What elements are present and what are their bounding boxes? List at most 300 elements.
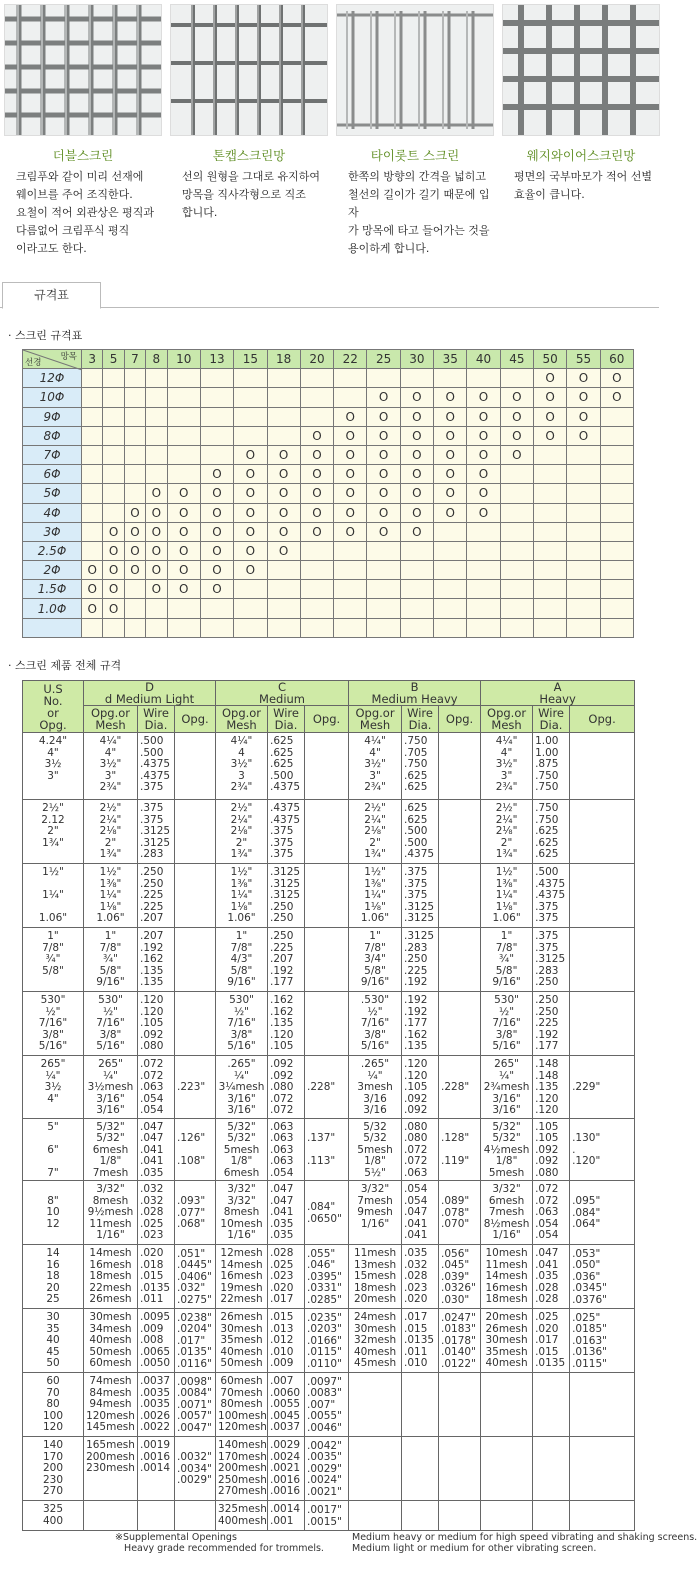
spec-cell — [600, 484, 633, 503]
spec-cell — [200, 599, 233, 618]
spec-cell: O — [400, 445, 433, 464]
spec-cell — [267, 369, 300, 388]
spec-cell: O — [367, 407, 400, 426]
us-no-cell: 5" 6" 7" — [23, 1118, 84, 1181]
spec-cell — [300, 618, 333, 637]
table-row — [23, 541, 634, 560]
us-no-cell: 530" ½" 7/16" 3/8" 5/16" — [23, 992, 84, 1056]
spec-cell — [103, 426, 124, 445]
us-no-cell: 1½" 1¼" 1.06" — [23, 864, 84, 928]
mesh-header: 45 — [500, 350, 533, 369]
spec-value-cell: 74mesh 84mesh 94mesh 120mesh 145mesh — [84, 1373, 138, 1437]
spec-cell: O — [534, 369, 567, 388]
spec-cell: O — [367, 426, 400, 445]
spec-cell: O — [567, 369, 600, 388]
spec-value-cell: 4¼" 4" 3½" 3" 2¾" — [349, 733, 402, 800]
spec-cell — [103, 369, 124, 388]
spec-cell — [200, 388, 233, 407]
spec-value-cell: .375 .375 .3125 .283 .250 — [533, 928, 570, 992]
mesh-header: 35 — [434, 350, 467, 369]
spec-cell: O — [367, 484, 400, 503]
us-no-cell: 325 400 — [23, 1501, 84, 1531]
table-row — [23, 1373, 635, 1437]
spec-cell: O — [534, 426, 567, 445]
spec-value-cell: .137" .113" — [305, 1118, 349, 1181]
spec-value-cell: 3/32" 8mesh 9½mesh 11mesh 1/16" — [84, 1181, 138, 1245]
spec-cell — [600, 599, 633, 618]
spec-cell — [400, 541, 433, 560]
mesh-header: 18 — [267, 350, 300, 369]
spec-value-cell: 1½" 1⅜" 1¼" 1⅛" 1.06" — [84, 864, 138, 928]
spec-cell — [200, 426, 233, 445]
spec-cell — [146, 599, 167, 618]
mesh-header: 40 — [467, 350, 500, 369]
spec-cell: O — [467, 407, 500, 426]
product-desc: 선의 원형을 그대로 유지하여 망목을 직사각형으로 직조 합니다. — [182, 170, 321, 219]
tab-spec[interactable]: 규격표 — [2, 282, 101, 309]
sub-header: Wire Dia. — [402, 706, 439, 733]
wire-dia-label: 10Φ — [23, 388, 82, 407]
spec-cell: O — [234, 522, 267, 541]
spec-cell — [267, 580, 300, 599]
spec-cell — [103, 407, 124, 426]
table-row — [23, 1056, 635, 1119]
spec-cell — [124, 445, 145, 464]
spec-cell — [367, 369, 400, 388]
spec-cell: O — [200, 580, 233, 599]
spec-cell — [500, 561, 533, 580]
spec-cell — [146, 465, 167, 484]
spec-cell — [334, 618, 367, 637]
spec-cell — [467, 618, 500, 637]
spec-cell: O — [567, 407, 600, 426]
spec-cell — [600, 561, 633, 580]
spec-cell: O — [146, 561, 167, 580]
spec-cell — [103, 465, 124, 484]
spec-value-cell — [138, 1501, 175, 1531]
spec-value-cell: .053" .050" .036" .0345" .0376" — [570, 1245, 635, 1309]
spec-value-cell: 530" ½" 7/16" 3/8" 5/16" — [481, 992, 533, 1056]
spec-value-cell: .375 .375 .375 .3125 .3125 — [402, 864, 439, 928]
wire-dia-label: 4Φ — [23, 503, 82, 522]
table-row — [23, 580, 634, 599]
spec-cell — [467, 369, 500, 388]
mesh-image — [337, 5, 493, 135]
spec-value-cell: .0029 .0024 .0021 .0016 .0016 — [268, 1437, 305, 1501]
spec-cell — [500, 580, 533, 599]
spec-cell — [82, 445, 103, 464]
spec-value-cell: 5/32" 5/32" 4½mesh 1/8" 5mesh — [481, 1118, 533, 1181]
spec-cell — [567, 465, 600, 484]
product-tonecap-screen — [170, 4, 328, 222]
spec-value-cell — [439, 1501, 481, 1531]
spec-value-cell: .192 .192 .177 .162 .135 — [402, 992, 439, 1056]
spec-cell: O — [103, 599, 124, 618]
spec-value-cell — [175, 733, 216, 800]
wire-dia-label: 12Φ — [23, 369, 82, 388]
spec-value-cell — [175, 800, 216, 864]
spec-cell: O — [367, 388, 400, 407]
spec-value-cell: .265" ¼" 3¼mesh 3/16" 3/16" — [216, 1056, 268, 1119]
spec-value-cell — [349, 1373, 402, 1437]
spec-cell — [103, 484, 124, 503]
spec-value-cell: .375 .375 .3125 .3125 .283 — [138, 800, 175, 864]
spec-cell — [567, 618, 600, 637]
spec-cell — [467, 599, 500, 618]
spec-cell — [500, 465, 533, 484]
spec-cell — [334, 599, 367, 618]
table-row — [23, 503, 634, 522]
screen-spec-grid — [22, 349, 634, 638]
us-no-cell: 14 16 18 20 25 — [23, 1245, 84, 1309]
us-no-cell: 30 35 40 45 50 — [23, 1309, 84, 1373]
spec-cell: O — [234, 561, 267, 580]
spec-value-cell: .250 .250 .225 .225 .207 — [138, 864, 175, 928]
spec-value-cell: .0097" .0083" .007" .0055" .0046" — [305, 1373, 349, 1437]
spec-value-cell — [175, 864, 216, 928]
spec-value-cell: .229" — [570, 1056, 635, 1119]
spec-value-cell: 2½" 2¼" 2⅛" 2" 1¾" — [84, 800, 138, 864]
spec-value-cell — [439, 1437, 481, 1501]
spec-cell: O — [400, 522, 433, 541]
spec-cell — [103, 618, 124, 637]
sub-header: Opg. — [570, 706, 635, 733]
mesh-header: 22 — [334, 350, 367, 369]
table-row — [23, 426, 634, 445]
spec-cell: O — [200, 503, 233, 522]
spec-value-cell: 1½" 1⅜" 1¼" 1⅛" 1.06" — [349, 864, 402, 928]
spec-value-cell: .072 .072 .063 .054 .054 — [533, 1181, 570, 1245]
spec-value-cell: .0098" .0084" .0071" .0057" .0047" — [175, 1373, 216, 1437]
sub-header: Opg. — [439, 706, 481, 733]
spec-cell — [367, 618, 400, 637]
spec-cell: O — [300, 426, 333, 445]
spec-cell — [300, 369, 333, 388]
spec-value-cell: .500 .500 .4375 .4375 .375 — [138, 733, 175, 800]
us-no-cell: 1" 7/8" ¾" 5/8" — [23, 928, 84, 992]
double-screen-photo — [4, 4, 162, 136]
spec-cell — [234, 407, 267, 426]
spec-value-cell: 1" 7/8" 3/4" 5/8" 9/16" — [349, 928, 402, 992]
spec-value-cell: 265" ¼" 2¾mesh 3/16" 3/16" — [481, 1056, 533, 1119]
spec-value-cell — [305, 800, 349, 864]
corner-dia-label: 선경 — [25, 358, 42, 369]
us-no-cell: 140 170 200 230 270 — [23, 1437, 84, 1501]
product-name: 타이롯트 스크린 — [370, 148, 460, 163]
spec-cell — [334, 388, 367, 407]
spec-cell: O — [167, 484, 200, 503]
spec-cell — [82, 503, 103, 522]
sub-header: Opg. — [175, 706, 216, 733]
spec-cell — [600, 445, 633, 464]
spec-cell: O — [124, 541, 145, 560]
spec-cell: O — [200, 522, 233, 541]
spec-value-cell: 14mesh 16mesh 18mesh 22mesh 26mesh — [84, 1245, 138, 1309]
sub-header: Opg.or Mesh — [216, 706, 268, 733]
spec-cell: O — [300, 445, 333, 464]
spec-cell: O — [400, 388, 433, 407]
us-no-cell: 60 70 80 100 120 — [23, 1373, 84, 1437]
spec-cell — [567, 580, 600, 599]
spec-cell — [146, 426, 167, 445]
spec-cell — [334, 580, 367, 599]
spec-value-cell: 4¼" 4" 3½" 3" 2¾" — [84, 733, 138, 800]
spec-cell: O — [267, 465, 300, 484]
spec-cell — [567, 522, 600, 541]
spec-value-cell: .105 .105 .092 .092 .080 — [533, 1118, 570, 1181]
spec-value-cell — [481, 1501, 533, 1531]
spec-cell: O — [267, 445, 300, 464]
spec-value-cell — [570, 992, 635, 1056]
spec-cell — [234, 580, 267, 599]
sub-header: Wire Dia. — [268, 706, 305, 733]
spec-cell — [82, 541, 103, 560]
table-row — [23, 1181, 635, 1245]
table-row — [23, 733, 635, 800]
mesh-image — [5, 5, 161, 135]
spec-cell — [234, 369, 267, 388]
spec-value-cell: 3/32" 3/32" 8mesh 10mesh 1/16" — [216, 1181, 268, 1245]
spec-cell — [124, 618, 145, 637]
product-desc: 크림푸와 같이 미리 선재에 웨이브를 주어 조직한다. 요철이 적어 외관상은 평직과 다름없어 크림푸식 평직 이라고도 한다. — [16, 170, 155, 255]
spec-cell — [600, 465, 633, 484]
wire-dia-label: 1.5Φ — [23, 580, 82, 599]
sub-header: Wire Dia. — [138, 706, 175, 733]
spec-value-cell: 530" ½" 7/16" 3/8" 5/16" — [84, 992, 138, 1056]
spec-cell: O — [467, 445, 500, 464]
spec-cell — [434, 541, 467, 560]
spec-cell: O — [103, 561, 124, 580]
product-name: 웨지와이어스크린망 — [526, 148, 636, 163]
wire-dia-label: 9Φ — [23, 407, 82, 426]
spec-cell: O — [467, 426, 500, 445]
spec-cell: O — [167, 561, 200, 580]
spec-cell — [400, 580, 433, 599]
spec-value-cell: 11mesh 13mesh 15mesh 18mesh 20mesh — [349, 1245, 402, 1309]
spec-cell — [434, 599, 467, 618]
grade-letter: B — [410, 680, 419, 694]
spec-cell — [300, 541, 333, 560]
spec-value-cell: .0247" .0183" .0178" .0140" .0122" — [439, 1309, 481, 1373]
spec-cell: O — [200, 541, 233, 560]
spec-cell — [400, 369, 433, 388]
spec-value-cell: 4¼" 4 3½" 3 2¾" — [216, 733, 268, 800]
grade-name: Medium — [259, 692, 306, 706]
spec-value-cell: .3125 .3125 .3125 .250 .250 — [268, 864, 305, 928]
spec-cell: O — [467, 503, 500, 522]
us-no-cell: 265" ¼" 3½ 4" — [23, 1056, 84, 1119]
spec-cell — [167, 407, 200, 426]
spec-value-cell: .250 .250 .225 .192 .177 — [533, 992, 570, 1056]
spec-value-cell: 3/32" 7mesh 9mesh 1/16" — [349, 1181, 402, 1245]
spec-value-cell — [439, 864, 481, 928]
wire-dia-label: 7Φ — [23, 445, 82, 464]
spec-cell — [500, 503, 533, 522]
spec-cell: O — [467, 484, 500, 503]
spec-cell: O — [334, 522, 367, 541]
spec-value-cell: 2½" 2¼" 2⅛" 2" 1¾" — [481, 800, 533, 864]
spec-value-cell: .056" .045" .039" .0326" .030" — [439, 1245, 481, 1309]
spec-cell — [367, 541, 400, 560]
mesh-header: 10 — [167, 350, 200, 369]
spec-cell — [124, 599, 145, 618]
spec-cell — [167, 369, 200, 388]
spec-cell — [534, 618, 567, 637]
spec-value-cell: .095" .084" .064" — [570, 1181, 635, 1245]
spec-cell: O — [300, 484, 333, 503]
spec-value-cell: 5/32" 5/32" 6mesh 1/8" 7mesh — [84, 1118, 138, 1181]
table-row — [23, 1118, 635, 1181]
wire-dia-label: 3Φ — [23, 522, 82, 541]
spec-cell — [267, 426, 300, 445]
wire-dia-label: 6Φ — [23, 465, 82, 484]
grade-header — [349, 681, 481, 706]
spec-cell — [82, 426, 103, 445]
mesh-header: 3 — [82, 350, 103, 369]
spec-cell: O — [434, 445, 467, 464]
spec-value-cell — [481, 1437, 533, 1501]
spec-cell: O — [234, 503, 267, 522]
spec-value-cell: .750 .750 .625 .625 .625 — [533, 800, 570, 864]
spec-cell — [267, 388, 300, 407]
spec-cell: O — [400, 426, 433, 445]
spec-value-cell: .028 .025 .023 .020 .017 — [268, 1245, 305, 1309]
grade-header — [84, 681, 216, 706]
spec-value-cell: 1½" 1⅜" 1¼" 1⅛" 1.06" — [481, 864, 533, 928]
tonecap-screen-photo — [170, 4, 328, 136]
spec-cell: O — [82, 561, 103, 580]
spec-value-cell — [570, 864, 635, 928]
spec-cell: O — [267, 541, 300, 560]
grade-header — [216, 681, 349, 706]
tyrod-screen-photo — [336, 4, 494, 136]
spec-cell: O — [234, 465, 267, 484]
spec-value-cell: .162 .162 .135 .120 .105 — [268, 992, 305, 1056]
spec-cell: O — [434, 484, 467, 503]
spec-value-cell — [439, 733, 481, 800]
spec-cell — [467, 541, 500, 560]
spec-value-cell — [305, 928, 349, 992]
spec-cell — [300, 407, 333, 426]
spec-value-cell: .025" .0185" .0163" .0136" .0115" — [570, 1309, 635, 1373]
sub-header: Opg. — [305, 706, 349, 733]
spec-cell — [500, 599, 533, 618]
spec-cell: O — [367, 522, 400, 541]
spec-value-cell — [570, 800, 635, 864]
spec-cell — [534, 541, 567, 560]
spec-value-cell: 1" 7/8" ¾" 5/8" 9/16" — [84, 928, 138, 992]
spec-cell — [124, 426, 145, 445]
grade-header — [481, 681, 635, 706]
spec-cell — [167, 618, 200, 637]
spec-value-cell: .0238" .0204" .017" .0135" .0116" — [175, 1309, 216, 1373]
mesh-header: 13 — [200, 350, 233, 369]
spec-cell — [567, 484, 600, 503]
spec-value-cell — [570, 928, 635, 992]
spec-value-cell: .047 .047 .041 .035 .035 — [268, 1181, 305, 1245]
spec-cell — [146, 445, 167, 464]
spec-cell: O — [146, 484, 167, 503]
spec-value-cell: 20mesh 26mesh 30mesh 35mesh 40mesh — [481, 1309, 533, 1373]
spec-cell: O — [267, 503, 300, 522]
spec-value-cell — [533, 1501, 570, 1531]
spec-value-cell: .035 .032 .028 .023 .020 — [402, 1245, 439, 1309]
spec-cell: O — [400, 465, 433, 484]
spec-cell: O — [600, 369, 633, 388]
spec-cell — [500, 618, 533, 637]
spec-cell — [567, 561, 600, 580]
spec-cell: O — [334, 445, 367, 464]
spec-value-cell: 2½" 2¼" 2⅛" 2" 1¾" — [349, 800, 402, 864]
spec-value-cell: 140mesh 170mesh 200mesh 250mesh 270mesh — [216, 1437, 268, 1501]
spec-cell — [534, 484, 567, 503]
spec-cell — [234, 388, 267, 407]
mesh-header: 30 — [400, 350, 433, 369]
us-no-cell: 8" 10 12 — [23, 1181, 84, 1245]
spec-value-cell — [570, 733, 635, 800]
mesh-header: 7 — [124, 350, 145, 369]
spec-cell — [267, 561, 300, 580]
table-row — [23, 928, 635, 992]
spec-value-cell: .750 .705 .750 .625 .625 — [402, 733, 439, 800]
spec-value-cell — [402, 1373, 439, 1437]
spec-value-cell: .0032" .0034" .0029" — [175, 1437, 216, 1501]
spec-cell — [434, 580, 467, 599]
spec-value-cell: .0017" .0015" — [305, 1501, 349, 1531]
spec-value-cell — [570, 1501, 635, 1531]
table-row — [23, 388, 634, 407]
spec-cell — [146, 369, 167, 388]
spec-value-cell: .080 .080 .072 .072 .063 — [402, 1118, 439, 1181]
spec-cell: O — [234, 541, 267, 560]
wire-dia-label: 5Φ — [23, 484, 82, 503]
spec-cell — [267, 407, 300, 426]
spec-cell: O — [267, 522, 300, 541]
spec-value-cell: 530" ½" 7/16" 3/8" 5/16" — [216, 992, 268, 1056]
spec-value-cell: .092 .092 .080 .072 .072 — [268, 1056, 305, 1119]
spec-cell — [600, 580, 633, 599]
section-screen-spec-title: · 스크린 규격표 — [8, 329, 83, 342]
spec-value-cell — [439, 800, 481, 864]
grade-letter: D — [145, 680, 154, 694]
mesh-header: 55 — [567, 350, 600, 369]
spec-value-cell: .093" .077" .068" — [175, 1181, 216, 1245]
spec-value-cell: .032 .032 .028 .025 .023 — [138, 1181, 175, 1245]
us-no-cell: 4.24" 4" 3½ 3" — [23, 733, 84, 800]
spec-cell — [567, 599, 600, 618]
spec-cell — [103, 445, 124, 464]
full-spec-table — [22, 680, 635, 1531]
spec-value-cell: 30mesh 34mesh 40mesh 50mesh 60mesh — [84, 1309, 138, 1373]
spec-value-cell: .128" .119" — [439, 1118, 481, 1181]
spec-value-cell: .625 .625 .625 .500 .4375 — [268, 733, 305, 800]
spec-value-cell: .084" .0650" — [305, 1181, 349, 1245]
spec-cell — [167, 599, 200, 618]
product-name: 톤캡스크린망 — [212, 148, 286, 163]
spec-cell — [200, 407, 233, 426]
spec-cell: O — [367, 465, 400, 484]
spec-cell — [367, 580, 400, 599]
mesh-header: 15 — [234, 350, 267, 369]
spec-value-cell: .047 .041 .035 .028 .028 — [533, 1245, 570, 1309]
spec-cell: O — [467, 465, 500, 484]
spec-value-cell: .3125 .283 .250 .225 .192 — [402, 928, 439, 992]
spec-cell: O — [146, 522, 167, 541]
table-row — [23, 864, 635, 928]
spec-value-cell: 12mesh 14mesh 16mesh 19mesh 22mesh — [216, 1245, 268, 1309]
table-row — [23, 1245, 635, 1309]
table-row — [23, 407, 634, 426]
